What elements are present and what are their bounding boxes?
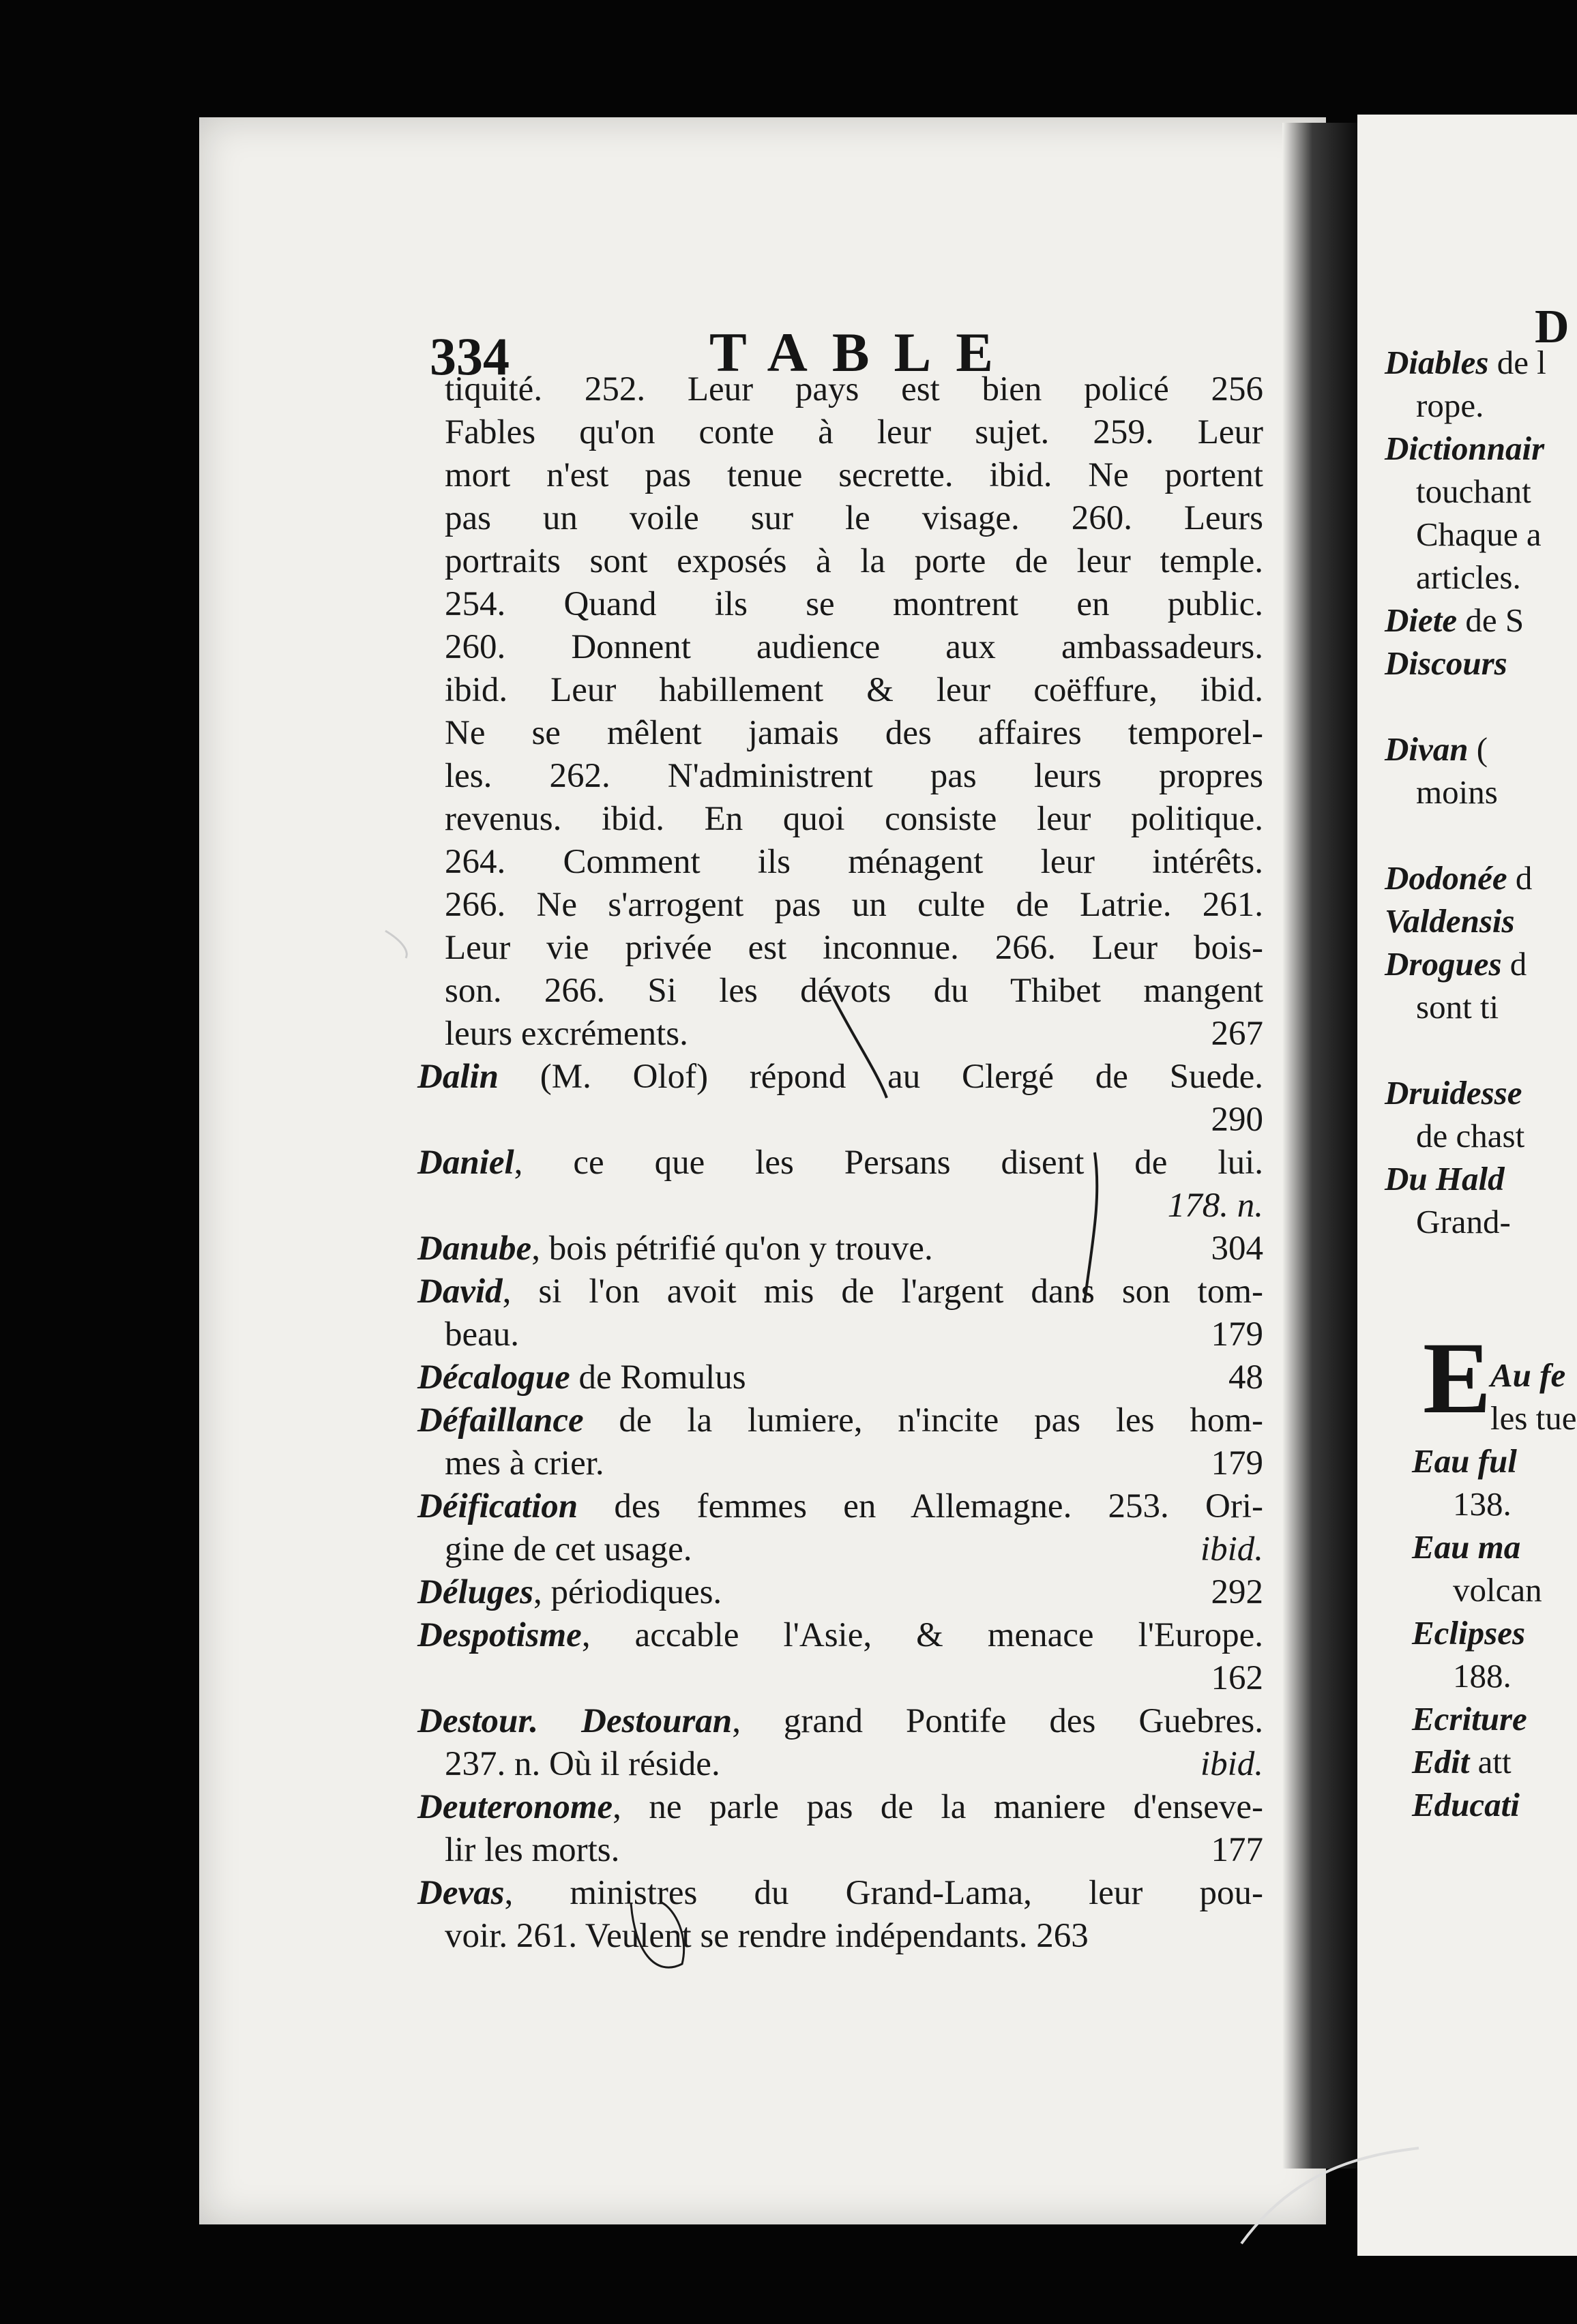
entry-headword: Destour. Destouran (417, 1702, 733, 1740)
index-entry (417, 1356, 1263, 1399)
index-entry (417, 1056, 1263, 1099)
entry-headword: Despotisme (417, 1616, 582, 1654)
entry-text: d (1501, 945, 1527, 983)
page-reference: 177 (1211, 1831, 1263, 1869)
index-continuation-line: les. 262. N'administrent pas leurs propres (445, 757, 1263, 795)
entry-text: , ne parle pas de la maniere d'enseve- (613, 1788, 1263, 1826)
page-reference: 179 (1211, 1444, 1263, 1483)
page-reference: ibid. (1200, 1745, 1263, 1783)
index-entry (417, 1142, 1263, 1185)
right-page-e-section (1412, 1354, 1577, 1826)
entry-continuation (445, 1657, 1263, 1700)
page-reference: 290 (1211, 1101, 1263, 1139)
entry-continuation (445, 1099, 1263, 1142)
page-title: TABLE (709, 321, 1018, 383)
right-page-line: articles. (1416, 558, 1521, 596)
page-reference: 178. n. (1167, 1187, 1263, 1225)
entry-continuation (445, 1829, 1263, 1872)
index-entry (417, 1786, 1263, 1829)
entry-headword: Danube (417, 1230, 532, 1268)
entry-headword: David (417, 1272, 503, 1311)
entry-headword: Du Hald (1385, 1160, 1505, 1197)
entry-headword: Dictionnair (1385, 430, 1545, 467)
index-entry (417, 1485, 1263, 1528)
entry-text: , périodiques. (533, 1573, 722, 1611)
entry-continuation (445, 1743, 1263, 1786)
entry-text: , accable l'Asie, & menace l'Europe. (581, 1616, 1263, 1654)
entry-text: de S (1457, 601, 1524, 639)
entry-headword: Eclipses (1412, 1614, 1526, 1652)
entry-headword: Eau ful (1412, 1442, 1517, 1480)
entry-text: , bois pétrifié qu'on y trouve. (531, 1230, 933, 1268)
page-reference: ibid. (1200, 1530, 1263, 1568)
right-page-line (1385, 642, 1577, 685)
entry-text: , grand Pontife des Guebres. (732, 1702, 1263, 1740)
index-continuation-line: Fables qu'on conte à leur sujet. 259. Leur (445, 413, 1263, 451)
right-page-line: Au fe (1490, 1356, 1566, 1394)
entry-headword: Dalin (417, 1058, 499, 1096)
entry-text: voir. 261. Veulent se rendre indépendants. 263 (445, 1917, 1089, 1955)
right-page-text (1385, 341, 1577, 1243)
index-continuation-line: Ne se mêlent jamais des affaires temporel- (445, 714, 1263, 752)
index-entry (417, 1614, 1263, 1657)
section-initial-letter: E (1423, 1322, 1492, 1435)
index-continuation-line: 254. Quand ils se montrent en public. (445, 585, 1263, 623)
entry-headword: Déification (417, 1487, 578, 1525)
entry-headword: Valdensis (1385, 902, 1515, 940)
index-entry (417, 1227, 1263, 1270)
index-text (417, 368, 1263, 1958)
entry-text: 237. n. Où il réside. (445, 1745, 720, 1783)
entry-headword: Educati (1412, 1786, 1520, 1823)
page-reference: 267 (1211, 1015, 1263, 1053)
right-page-line: 138. (1453, 1485, 1512, 1523)
page-reference: 162 (1211, 1659, 1263, 1697)
entry-continuation (445, 1185, 1263, 1227)
entry-text: d (1507, 859, 1533, 897)
index-continuation-line: mort n'est pas tenue secrette. ibid. Ne portent (445, 456, 1263, 494)
entry-headword: Défaillance (417, 1401, 584, 1440)
entry-text: , ministres du Grand-Lama, leur pou- (504, 1874, 1263, 1912)
page-reference: 304 (1211, 1230, 1263, 1268)
right-page-line: Grand- (1416, 1203, 1511, 1240)
right-page-line (1385, 1157, 1577, 1200)
index-continuation-line: son. 266. Si les dévots du Thibet mangent (445, 972, 1263, 1010)
right-page-line: les tue (1490, 1399, 1577, 1437)
right-page-line: 188. (1453, 1657, 1512, 1695)
index-continuation-line: Leur vie privée est inconnue. 266. Leur bois- (445, 929, 1263, 967)
entry-continuation (445, 1442, 1263, 1485)
right-page-line (1385, 899, 1577, 942)
right-page-line (1385, 341, 1577, 384)
right-page-line: de chast (1416, 1117, 1525, 1154)
right-page-line: moins (1416, 773, 1498, 811)
right-page-line (1385, 728, 1577, 771)
page-number: 334 (430, 327, 510, 386)
right-page-line (1385, 1071, 1577, 1114)
entry-headword: Drogues (1385, 945, 1502, 983)
right-page-line: sont ti (1416, 988, 1499, 1026)
index-continuation-line: tiquité. 252. Leur pays est bien policé 256 (445, 370, 1263, 408)
page-reference: 179 (1211, 1315, 1263, 1354)
right-page-line (1385, 942, 1577, 985)
entry-headword: Daniel (417, 1144, 514, 1182)
entry-headword: Ecriture (1412, 1700, 1527, 1738)
entry-text: de la lumiere, n'incite pas les hom- (583, 1401, 1263, 1440)
entry-continuation (445, 1528, 1263, 1571)
index-continuation-line: ibid. Leur habillement & leur coëffure, ibid. (445, 671, 1263, 709)
entry-headword: Déluges (417, 1573, 533, 1611)
index-continuation-line: 264. Comment ils ménagent leur intérêts. (445, 843, 1263, 881)
entry-text: , si l'on avoit mis de l'argent dans son tom- (502, 1272, 1263, 1311)
right-page-line (1412, 1440, 1577, 1483)
entry-text: de Romulus (570, 1358, 746, 1397)
entry-text: des femmes en Allemagne. 253. Ori- (578, 1487, 1263, 1525)
right-page-line (1412, 1611, 1577, 1654)
page-reference: 292 (1211, 1573, 1263, 1611)
right-page-line: Edit att (1412, 1743, 1512, 1781)
entry-headword: Dodonée (1385, 859, 1507, 897)
index-entry (417, 1700, 1263, 1743)
right-page-header: D (1535, 301, 1569, 353)
index-entry (417, 1571, 1263, 1614)
entry-text: gine de cet usage. (445, 1530, 692, 1568)
entry-text: lir les morts. (445, 1831, 620, 1869)
entry-text: ( (1468, 730, 1488, 768)
entry-headword: Divan (1385, 730, 1469, 768)
entry-continuation (445, 1915, 1263, 1958)
index-continuation-line: portraits sont exposés à la porte de leur temple. (445, 542, 1263, 580)
entry-text: (M. Olof) répond au Clergé de Suede. (499, 1058, 1263, 1096)
right-page-line (1385, 599, 1577, 642)
right-page-line (1385, 427, 1577, 470)
entry-headword: Diete (1385, 601, 1458, 639)
index-continuation-last-line (445, 1013, 1263, 1056)
entry-text: beau. (445, 1315, 520, 1354)
entry-text: de l (1488, 344, 1546, 381)
entry-headword: Décalogue (417, 1358, 570, 1397)
index-entry (417, 1399, 1263, 1442)
right-page-line (1385, 685, 1577, 728)
entry-text: , ce que les Persans disent de lui. (514, 1144, 1263, 1182)
right-page-line (1412, 1697, 1577, 1740)
page-reference: 48 (1228, 1358, 1263, 1397)
entry-headword: Diables (1385, 344, 1489, 381)
index-entry (417, 1872, 1263, 1915)
index-entry (417, 1270, 1263, 1313)
right-page-line (1385, 1028, 1577, 1071)
right-page-line: volcan (1453, 1571, 1542, 1609)
right-page-line (1412, 1783, 1577, 1826)
entry-headword: Edit (1412, 1743, 1470, 1781)
entry-text: mes à crier. (445, 1444, 604, 1483)
entry-headword: Deuteronome (417, 1788, 613, 1826)
right-page-line (1412, 1525, 1577, 1568)
right-page-line: touchant (1416, 473, 1531, 510)
index-continuation-line: revenus. ibid. En quoi consiste leur politique. (445, 800, 1263, 838)
entry-headword: Devas (417, 1874, 505, 1912)
entry-headword: Discours (1385, 644, 1507, 682)
index-continuation-line: 260. Donnent audience aux ambassadeurs. (445, 628, 1263, 666)
right-page-line (1385, 814, 1577, 856)
entry-text: leurs excréments. (445, 1015, 688, 1053)
index-continuation-line: 266. Ne s'arrogent pas un culte de Latrie. 261. (445, 886, 1263, 924)
entry-continuation (445, 1313, 1263, 1356)
entry-headword: Eau ma (1412, 1528, 1521, 1566)
entry-headword: Druidesse (1385, 1074, 1522, 1112)
right-page-line (1385, 856, 1577, 899)
index-continuation-line: pas un voile sur le visage. 260. Leurs (445, 499, 1263, 537)
right-page-line: rope. (1416, 387, 1484, 424)
book-gutter (1282, 123, 1357, 2169)
right-page-line: Chaque a (1416, 516, 1542, 553)
